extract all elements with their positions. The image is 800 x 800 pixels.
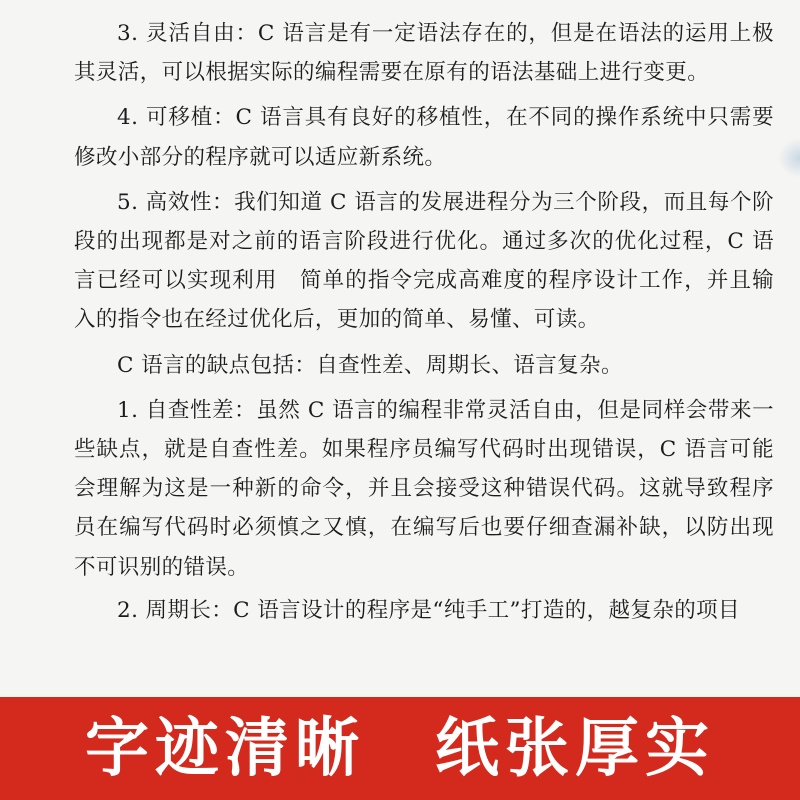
page-text: [74, 14, 774, 634]
paragraph-efficiency: 5. 高效性：我们知道 C 语言的发展进程分为三个阶段，而且每个阶段的出现都是对之前的语言阶段进行优化。通过多次的优化过程，C 语言已经可以实现利用 简单的指令完成高难度的程序设计工作，并且输入的指令也在经过优化后，更加的简单、易懂、可读。: [74, 189, 774, 333]
paragraph-portability: 4. 可移植：C 语言具有良好的移植性，在不同的操作系统中只需要修改小部分的程序就可以适应新系统。: [74, 105, 774, 170]
promo-banner: [0, 697, 800, 800]
banner-text-thick-paper: 纸张厚实: [435, 711, 715, 786]
paragraph-poor-self-check: 1. 自查性差：虽然 C 语言的编程非常灵活自由，但是同样会带来一些缺点，就是自查性差。如果程序员编写代码时出现错误，C 语言可能会理解为这是一种新的命令，并且会接受这种错误代码。这就导致程序员在编写代码时必须慎之又慎，在编写后也要仔细查漏补缺，以防出现不可识别的错误。: [74, 397, 774, 580]
paragraph-disadvantages-intro: C 语言的缺点包括：自查性差、周期长、语言复杂。: [117, 352, 623, 378]
banner-text-clear-print: 字迹清晰: [85, 711, 365, 786]
paragraph-flexibility: 3. 灵活自由：C 语言是有一定语法存在的，但是在语法的运用上极其灵活，可以根据实际的编程需要在原有的语法基础上进行变更。: [74, 21, 774, 86]
paragraph-long-cycle: 2. 周期长：C 语言设计的程序是“纯手工”打造的，越复杂的项目: [117, 597, 740, 623]
page-edge-bleed: [778, 138, 800, 178]
